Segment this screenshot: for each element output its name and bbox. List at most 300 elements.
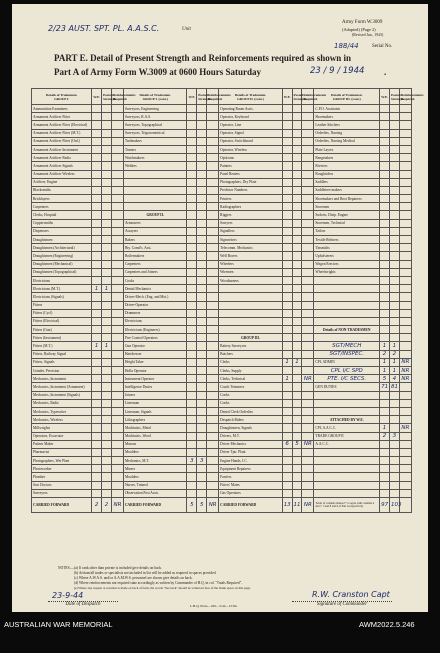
- trade-value: [111, 457, 123, 465]
- trade-value: [302, 432, 314, 440]
- trade-value: 1: [389, 342, 399, 350]
- trade-label: Despatch Riders: [219, 416, 283, 424]
- trade-value: [92, 457, 102, 465]
- trade-value: [92, 375, 102, 383]
- trade-value: 4: [389, 375, 399, 383]
- trade-value: [92, 105, 102, 113]
- trade-value: [92, 186, 102, 194]
- trade-value: [389, 129, 399, 137]
- trade-value: [380, 440, 390, 448]
- trade-value: [92, 481, 102, 489]
- trade-value: [102, 465, 112, 473]
- trade-label: Mechanics, Instrument (Signals): [32, 391, 92, 399]
- trade-value: [399, 154, 411, 162]
- trade-value: [380, 481, 390, 489]
- trade-value: [282, 178, 292, 186]
- trade-value: [292, 432, 302, 440]
- trade-value: [380, 473, 390, 481]
- trade-value: [380, 121, 390, 129]
- trade-label: [219, 301, 283, 309]
- strength-table: [31, 88, 424, 513]
- trade-value: [380, 178, 390, 186]
- trade-label: Operating Room Assts.: [219, 105, 283, 113]
- table-row: [32, 285, 412, 293]
- trade-value: [111, 105, 123, 113]
- trade-value: [207, 457, 219, 465]
- trade-value: [187, 326, 197, 334]
- trade-value: [389, 465, 399, 473]
- trade-value: [292, 448, 302, 456]
- trade-value: [282, 211, 292, 219]
- trade-value: [292, 407, 302, 415]
- trade-label: Bty. Comd's. Asst.: [123, 244, 187, 252]
- trade-value: [92, 137, 102, 145]
- trade-value: [197, 448, 207, 456]
- trade-label: Butchers: [219, 350, 283, 358]
- trade-label: Armament Artificer Fitter (Ord.): [32, 137, 92, 145]
- trade-value: [102, 301, 112, 309]
- trade-label: Fire Control Operators: [123, 334, 187, 342]
- trade-label: [314, 317, 380, 325]
- trade-value: [292, 195, 302, 203]
- trade-value: [102, 367, 112, 375]
- trade-value: [389, 276, 399, 284]
- trade-value: [102, 432, 112, 440]
- trade-value: [282, 391, 292, 399]
- trade-value: [389, 391, 399, 399]
- trade-value: 1: [92, 285, 102, 293]
- header-reinf: Reinforcements Required.: [302, 89, 314, 105]
- trade-value: [282, 334, 292, 342]
- trade-value: [102, 407, 112, 415]
- trade-value: [197, 489, 207, 497]
- trade-label: Drivers, M.T.: [219, 432, 283, 440]
- trade-value: [102, 268, 112, 276]
- trade-value: [292, 489, 302, 497]
- trade-label: Printers: [219, 195, 283, 203]
- table-row: [32, 383, 412, 391]
- trade-value: [389, 309, 399, 317]
- trade-value: [111, 465, 123, 473]
- header-group-1: Details of Tradesmen. GROUP I.: [32, 89, 92, 105]
- trade-value: [302, 473, 314, 481]
- total-value: 2: [92, 498, 102, 513]
- header-posted: Posted Strength.: [292, 89, 302, 105]
- trade-value: [102, 244, 112, 252]
- trade-value: [282, 162, 292, 170]
- trade-value: [92, 252, 102, 260]
- trade-value: [282, 113, 292, 121]
- trade-value: [111, 121, 123, 129]
- trade-label: Turners: [123, 145, 187, 153]
- trade-label: Artificer, Engine: [32, 178, 92, 186]
- table-row: [32, 113, 412, 121]
- trade-value: [197, 473, 207, 481]
- commander-signature: R.W. Cranston Capt: [312, 590, 390, 599]
- trade-value: [111, 367, 123, 375]
- trade-value: [399, 448, 411, 456]
- trade-value: [197, 383, 207, 391]
- report-date: 23 / 9 / 1944: [310, 66, 365, 76]
- trade-value: [92, 113, 102, 121]
- trade-value: [399, 178, 411, 186]
- trade-value: [207, 121, 219, 129]
- trade-label: Cooks: [219, 391, 283, 399]
- trade-value: [389, 186, 399, 194]
- trade-value: [187, 285, 197, 293]
- trade-label: GEN DUTIES: [314, 383, 380, 391]
- trade-value: [207, 391, 219, 399]
- trade-label: Miners: [123, 465, 187, 473]
- trade-value: [111, 260, 123, 268]
- trade-label: Bakers: [123, 236, 187, 244]
- trade-value: [282, 448, 292, 456]
- trade-value: [102, 137, 112, 145]
- print-line: L.H.Q. Press—262—5/44—153m.: [190, 604, 238, 608]
- trade-value: [111, 432, 123, 440]
- trade-label: PTE. I/C SECS.: [314, 375, 380, 383]
- trade-label: Storemen, Technical: [314, 219, 380, 227]
- trade-label: Fitters (Electrical): [32, 317, 92, 325]
- trade-value: [102, 203, 112, 211]
- table-row: [32, 416, 412, 424]
- trade-label: [314, 448, 380, 456]
- trade-value: [302, 105, 314, 113]
- trade-value: [197, 465, 207, 473]
- trade-value: [102, 236, 112, 244]
- trade-value: [302, 309, 314, 317]
- trade-value: [197, 317, 207, 325]
- trade-value: [92, 399, 102, 407]
- trade-value: [380, 195, 390, 203]
- trade-label: [314, 457, 380, 465]
- trade-value: [292, 170, 302, 178]
- trade-value: [102, 334, 112, 342]
- trade-label: Radiographers: [219, 203, 283, 211]
- trade-value: [207, 227, 219, 235]
- trade-label: Fitters (Cycl): [32, 309, 92, 317]
- total-value: 103: [389, 498, 399, 513]
- trade-value: [302, 489, 314, 497]
- trade-value: [187, 276, 197, 284]
- trade-value: [207, 473, 219, 481]
- trade-label: Textile Refiners: [314, 236, 380, 244]
- trade-label: Surveyors, Trigonometrical: [123, 129, 187, 137]
- trade-value: [282, 399, 292, 407]
- trade-value: [292, 399, 302, 407]
- trade-label: Tailors: [314, 227, 380, 235]
- trade-value: NR: [302, 375, 314, 383]
- trade-label: C.P.O. Assistants: [314, 105, 380, 113]
- trade-label: Mechanics, Wireless: [32, 416, 92, 424]
- trade-value: [380, 489, 390, 497]
- trade-value: [292, 260, 302, 268]
- trade-label: Cooks: [219, 399, 283, 407]
- trade-value: [111, 178, 123, 186]
- trade-value: [197, 129, 207, 137]
- trade-label: Opticians: [219, 154, 283, 162]
- trade-value: [187, 113, 197, 121]
- trade-label: Blacksmiths: [32, 186, 92, 194]
- trade-value: [292, 317, 302, 325]
- trade-value: [389, 481, 399, 489]
- trade-value: [111, 326, 123, 334]
- trade-value: [282, 301, 292, 309]
- trade-value: [92, 416, 102, 424]
- header-group-1-cont: Details of Tradesmen. GROUP I. (cont.): [123, 89, 187, 105]
- table-row: [32, 121, 412, 129]
- trade-label: [219, 317, 283, 325]
- trade-value: [187, 342, 197, 350]
- trade-value: [102, 424, 112, 432]
- table-row: [32, 195, 412, 203]
- header-reinf: Reinforcements Required.: [399, 89, 411, 105]
- trade-value: [399, 489, 411, 497]
- trade-label: Dental Clerk Orderlies: [219, 407, 283, 415]
- trade-label: Photoworker: [32, 465, 92, 473]
- trade-value: [399, 162, 411, 170]
- trade-value: [292, 211, 302, 219]
- trade-value: [302, 407, 314, 415]
- trade-label: Saddlers: [314, 178, 380, 186]
- trade-value: [92, 465, 102, 473]
- trade-value: [399, 473, 411, 481]
- trade-value: [197, 121, 207, 129]
- trade-value: [399, 268, 411, 276]
- table-row: [32, 358, 412, 366]
- trade-value: [282, 342, 292, 350]
- trade-label: Joiners: [123, 391, 187, 399]
- trade-value: [197, 309, 207, 317]
- trade-value: [102, 227, 112, 235]
- trade-value: [302, 268, 314, 276]
- trade-value: [197, 170, 207, 178]
- trade-value: [102, 154, 112, 162]
- trade-value: [102, 457, 112, 465]
- trade-value: [207, 285, 219, 293]
- trade-label: Photographers, Dry Plate: [219, 178, 283, 186]
- trade-value: [102, 195, 112, 203]
- trade-value: [92, 309, 102, 317]
- trade-label: Predictor Numbers: [219, 186, 283, 194]
- trade-label: Bricklayers: [32, 195, 92, 203]
- trade-value: [282, 350, 292, 358]
- trade-value: [207, 424, 219, 432]
- trade-value: [207, 326, 219, 334]
- trade-value: [102, 448, 112, 456]
- trade-label: Armament Artificer Radio: [32, 154, 92, 162]
- table-row: [32, 219, 412, 227]
- trade-value: [207, 489, 219, 497]
- trade-label: Details of NON-TRADESMEN: [314, 326, 380, 334]
- trade-value: [292, 424, 302, 432]
- trade-value: [380, 407, 390, 415]
- trade-value: [282, 129, 292, 137]
- trade-value: [102, 375, 112, 383]
- trade-value: [399, 244, 411, 252]
- trade-value: [111, 170, 123, 178]
- trade-value: [92, 154, 102, 162]
- trade-value: [399, 391, 411, 399]
- total-value: NR: [111, 498, 123, 513]
- total-value: NR: [207, 498, 219, 513]
- trade-value: [187, 424, 197, 432]
- trade-label: CPL I/C SPD: [314, 367, 380, 375]
- trade-label: Leather Stitchers: [314, 121, 380, 129]
- trade-value: [102, 473, 112, 481]
- trade-value: [92, 244, 102, 252]
- note-b: (b) Artisan/all trades or specialists not included in list will be added as required in spaces provided.: [74, 571, 217, 575]
- trade-value: [380, 268, 390, 276]
- trade-value: [92, 145, 102, 153]
- trade-value: [111, 481, 123, 489]
- trade-value: [399, 293, 411, 301]
- trade-value: [292, 383, 302, 391]
- trade-value: [187, 244, 197, 252]
- trade-value: [302, 236, 314, 244]
- trade-value: [111, 391, 123, 399]
- trade-value: [282, 489, 292, 497]
- trade-value: [187, 129, 197, 137]
- trade-label: [219, 293, 283, 301]
- trade-value: [92, 178, 102, 186]
- trade-value: [102, 113, 112, 121]
- trade-value: [207, 113, 219, 121]
- trade-value: [207, 399, 219, 407]
- archive-accession: AWM2022.5.246: [359, 620, 415, 629]
- trade-value: [197, 268, 207, 276]
- trade-value: [292, 416, 302, 424]
- total-value: [399, 498, 411, 513]
- trade-label: TRADE GROUP II: [314, 432, 380, 440]
- trade-value: [92, 334, 102, 342]
- trade-value: [111, 350, 123, 358]
- trade-value: [102, 260, 112, 268]
- table-row: [32, 424, 412, 432]
- trade-label: [123, 170, 187, 178]
- table-row: [32, 440, 412, 448]
- trade-value: [380, 162, 390, 170]
- trade-value: [389, 162, 399, 170]
- trade-value: [111, 358, 123, 366]
- trade-value: [282, 416, 292, 424]
- trade-value: [111, 342, 123, 350]
- part-title-line-2: Part A of Army Form W.3009 at 0600 Hours Saturday: [54, 67, 261, 77]
- header-group-3-cont: Details of Tradesmen. GROUP III. (cont.): [314, 89, 380, 105]
- trade-value: [111, 113, 123, 121]
- trade-value: [111, 489, 123, 497]
- trade-value: [111, 236, 123, 244]
- trade-value: [282, 407, 292, 415]
- trade-value: NR: [302, 440, 314, 448]
- trade-value: [399, 227, 411, 235]
- trade-value: [380, 448, 390, 456]
- trade-value: [197, 416, 207, 424]
- trade-value: [102, 145, 112, 153]
- trade-value: [207, 129, 219, 137]
- trade-value: [399, 301, 411, 309]
- trade-label: Mechanics, Instrument: [32, 375, 92, 383]
- trade-value: [292, 342, 302, 350]
- trade-value: [187, 252, 197, 260]
- trade-value: [102, 309, 112, 317]
- trade-value: [389, 252, 399, 260]
- trade-value: [380, 145, 390, 153]
- note-a: NOTES.—(a) If rank other than private is included give details on back.: [58, 566, 162, 570]
- trade-value: [197, 481, 207, 489]
- trade-value: [282, 457, 292, 465]
- trade-value: [380, 260, 390, 268]
- trade-value: [389, 416, 399, 424]
- trade-value: [197, 186, 207, 194]
- trade-label: Upholsterers: [314, 252, 380, 260]
- trade-label: Clerks, Hospital: [32, 211, 92, 219]
- trade-value: [111, 268, 123, 276]
- trade-value: [102, 211, 112, 219]
- trade-label: Draughtsmen (Mechanical): [32, 260, 92, 268]
- trade-value: NR: [399, 424, 411, 432]
- trade-value: [399, 440, 411, 448]
- trade-value: [187, 367, 197, 375]
- serial-value: 188/44: [334, 42, 359, 50]
- trade-value: [292, 186, 302, 194]
- trade-value: [282, 465, 292, 473]
- trade-value: [399, 236, 411, 244]
- trade-value: [92, 489, 102, 497]
- table-row: [32, 367, 412, 375]
- trade-label: Moulders: [123, 448, 187, 456]
- trade-value: [197, 154, 207, 162]
- trade-value: [292, 227, 302, 235]
- trade-value: [207, 358, 219, 366]
- trade-label: [314, 465, 380, 473]
- trade-value: 1: [380, 342, 390, 350]
- trade-value: [197, 195, 207, 203]
- trade-value: [187, 391, 197, 399]
- trade-value: [302, 260, 314, 268]
- trade-value: [207, 317, 219, 325]
- trade-value: [111, 203, 123, 211]
- trade-label: Electricians: [123, 317, 187, 325]
- trade-value: [197, 236, 207, 244]
- trade-value: [197, 244, 207, 252]
- trade-value: [389, 440, 399, 448]
- trade-value: [302, 227, 314, 235]
- trade-value: [187, 154, 197, 162]
- trade-label: [314, 334, 380, 342]
- trade-label: Machinists, Metal: [123, 424, 187, 432]
- trade-value: [187, 432, 197, 440]
- table-row: [32, 105, 412, 113]
- trade-value: NR: [399, 375, 411, 383]
- trade-value: [399, 309, 411, 317]
- trade-value: [187, 260, 197, 268]
- trade-value: [197, 326, 207, 334]
- table-row: [32, 203, 412, 211]
- trade-value: [302, 334, 314, 342]
- trade-value: [389, 407, 399, 415]
- trade-value: [389, 473, 399, 481]
- trade-value: [197, 432, 207, 440]
- table-row: [32, 342, 412, 350]
- unit-label: Unit: [182, 27, 191, 32]
- trade-label: ATTACHED BY W.E.: [314, 416, 380, 424]
- trade-label: [314, 481, 380, 489]
- trade-value: [102, 276, 112, 284]
- header-we: W.E.: [187, 89, 197, 105]
- trade-value: [292, 162, 302, 170]
- trade-label: Riggers: [219, 211, 283, 219]
